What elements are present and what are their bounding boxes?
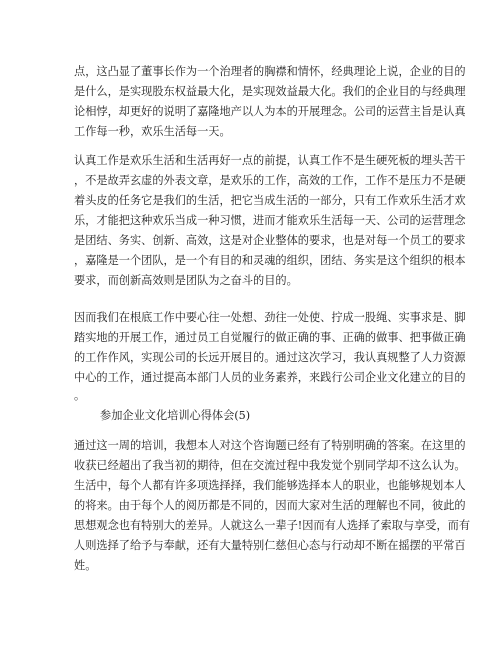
text-line: 收获已经超出了我当初的期待，但在交流过程中我发觉个别同学却不这么认为。: [74, 459, 466, 472]
text-line: 姓。: [74, 559, 97, 572]
text-line: 中心的工作，通过提高本部门人员的业务素养，来践行公司企业文化建立的目的: [74, 371, 466, 384]
text-line: 踏实地的开展工作，通过员工自觉履行的做正确的事、正确的做事、把事做正确: [74, 331, 466, 344]
text-line: 的工作作风，实现公司的长远开展目的。通过这次学习，我认真规整了人力资源: [74, 351, 466, 364]
text-line: 通过这一周的培训，我想本人对这个咨询题已经有了特别明确的答案。在这里的: [74, 439, 466, 452]
text-line: ，不是故弄玄虚的外表文章，是欢乐的工作，高效的工作，工作不是压力不是硬: [74, 174, 466, 187]
text-line: 乐，才能把这种欢乐当成一种习惯，进而才能欢乐生活每一天、公司的运营理念: [74, 214, 466, 227]
text-line: 思想观念也有特别大的差异。人就这么一辈子!因而有人选择了索取与享受，而有: [74, 519, 471, 532]
text-line: 是团结、务实、创新、高效，这是对企业整体的要求，也是对每一个员工的要求: [74, 234, 466, 247]
text-line: 着头皮的任务它是我们的生活，把它当成生活的一部分，只有工作欢乐生活才欢: [74, 194, 466, 207]
text-line: 点，这凸显了董事长作为一个治理者的胸襟和情怀，经典理论上说，企业的目的: [74, 65, 466, 78]
section-heading: 参加企业文化培训心得体会(5): [100, 409, 251, 422]
text-line: 是什么，是实现股东权益最大化，是实现效益最大化。我们的企业目的与经典理: [74, 85, 466, 98]
text-line: 要求，而创新高效则是团队为之奋斗的目的。: [74, 274, 298, 287]
text-line: 的将来。由于每个人的阅历都是不同的，因而大家对生活的理解也不同，彼此的: [74, 499, 466, 512]
text-line: 因而我们在根底工作中要心往一处想、劲往一处使、拧成一股绳、实事求是、脚: [74, 311, 466, 324]
text-line: 。: [74, 389, 86, 402]
text-line: 工作每一秒，欢乐生活每一天。: [74, 125, 231, 138]
text-line: 认真工作是欢乐生活和生活再好一点的前提，认真工作不是生硬死板的埋头苦干: [74, 154, 466, 167]
text-line: 生活中，每个人都有许多项选择择，我们能够选择本人的职业，也能够规划本人: [74, 479, 466, 492]
text-line: 人则选择了给予与奉献，还有大量特别仁慈但心态与行动却不断在摇摆的平常百: [74, 539, 466, 552]
text-line: ，嘉隆是一个团队，是一个有目的和灵魂的组织，团结、务实是这个组织的根本: [74, 254, 466, 267]
text-line: 论相悖，却更好的说明了嘉隆地产以人为本的开展理念。公司的运营主旨是认真: [74, 105, 466, 118]
